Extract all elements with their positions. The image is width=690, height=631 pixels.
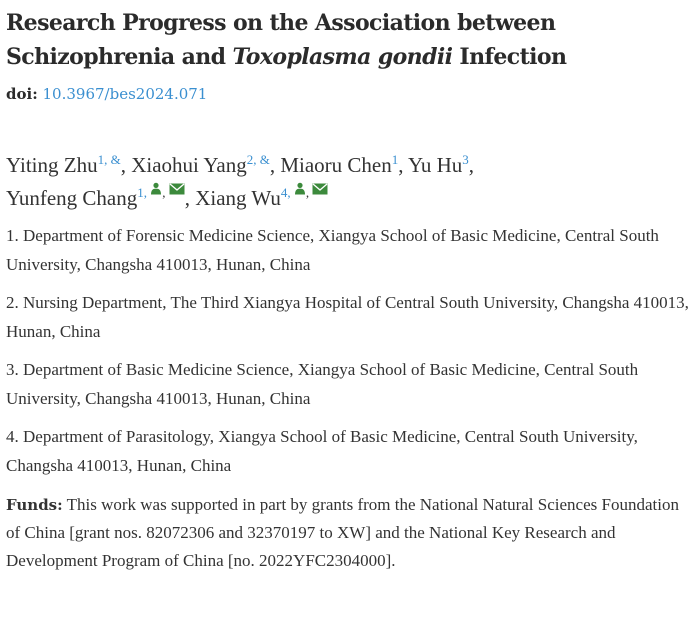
author-affiliation-number[interactable]: 1,: [137, 185, 151, 200]
title-line-2-suffix: Infection: [452, 44, 567, 70]
email-icon[interactable]: [312, 183, 328, 195]
author-name[interactable]: Miaoru Chen: [280, 153, 392, 177]
person-icon[interactable]: [150, 182, 162, 195]
title-line-1: Research Progress on the Association between: [6, 10, 556, 36]
author-affiliation-sup[interactable]: 1: [391, 152, 399, 167]
author-separator: ,: [398, 153, 408, 177]
author-affiliation-sup[interactable]: 1, &: [97, 152, 121, 167]
icon-separator: ,: [305, 185, 313, 200]
affiliation-item: 1. Department of Forensic Medicine Science, Xiangya School of Basic Medicine, Central South University, Changsha 410013, Hunan, China: [6, 226, 659, 274]
author-name[interactable]: Yu Hu: [408, 153, 463, 177]
affiliation-item: 2. Nursing Department, The Third Xiangya Hospital of Central South University, Changsha 410013, Hunan, China: [6, 293, 689, 341]
author-separator: ,: [120, 153, 132, 177]
title-line-2-prefix: Schizophrenia and: [6, 44, 233, 70]
funds-statement: [6, 491, 690, 575]
affiliation-item: 4. Department of Parasitology, Xiangya School of Basic Medicine, Central South University, Changsha 410013, Hunan, China: [6, 427, 638, 475]
author-affiliation-sup[interactable]: [137, 185, 185, 200]
author-separator: ,: [269, 153, 281, 177]
doi-link[interactable]: 10.3967/bes2024.071: [42, 85, 208, 103]
author-list: [6, 149, 690, 215]
affiliation-item: 3. Department of Basic Medicine Science, Xiangya School of Basic Medicine, Central South University, Changsha 410013, Hunan, China: [6, 360, 639, 408]
icon-separator: ,: [162, 185, 169, 200]
email-icon[interactable]: [169, 183, 185, 195]
article-title: [6, 6, 690, 74]
author-name[interactable]: Yunfeng Chang: [6, 186, 138, 210]
author-affiliation-sup[interactable]: [281, 185, 329, 200]
author-separator: ,: [184, 186, 196, 210]
person-icon[interactable]: [294, 182, 306, 195]
doi-label: doi:: [6, 85, 38, 103]
author-name[interactable]: Yiting Zhu: [6, 153, 98, 177]
doi-line: [6, 83, 690, 105]
title-line-2-italic: Toxoplasma gondii: [232, 44, 453, 70]
author-affiliation-sup[interactable]: 3: [462, 152, 469, 167]
affiliation-list: [6, 221, 690, 480]
author-affiliation-number[interactable]: 4,: [280, 185, 294, 200]
author-name[interactable]: Xiaohui Yang: [131, 153, 247, 177]
funds-label: Funds:: [6, 496, 63, 514]
author-name[interactable]: Xiang Wu: [195, 186, 281, 210]
author-separator: ,: [468, 153, 475, 177]
funds-text: This work was supported in part by grants from the National Natural Sciences Foundation of China [grant nos. 82072306 and 32370197 to XW] and the National Key Research and Development Program of China [no. 2022YFC2304000].: [6, 495, 679, 570]
author-affiliation-sup[interactable]: 2, &: [246, 152, 270, 167]
